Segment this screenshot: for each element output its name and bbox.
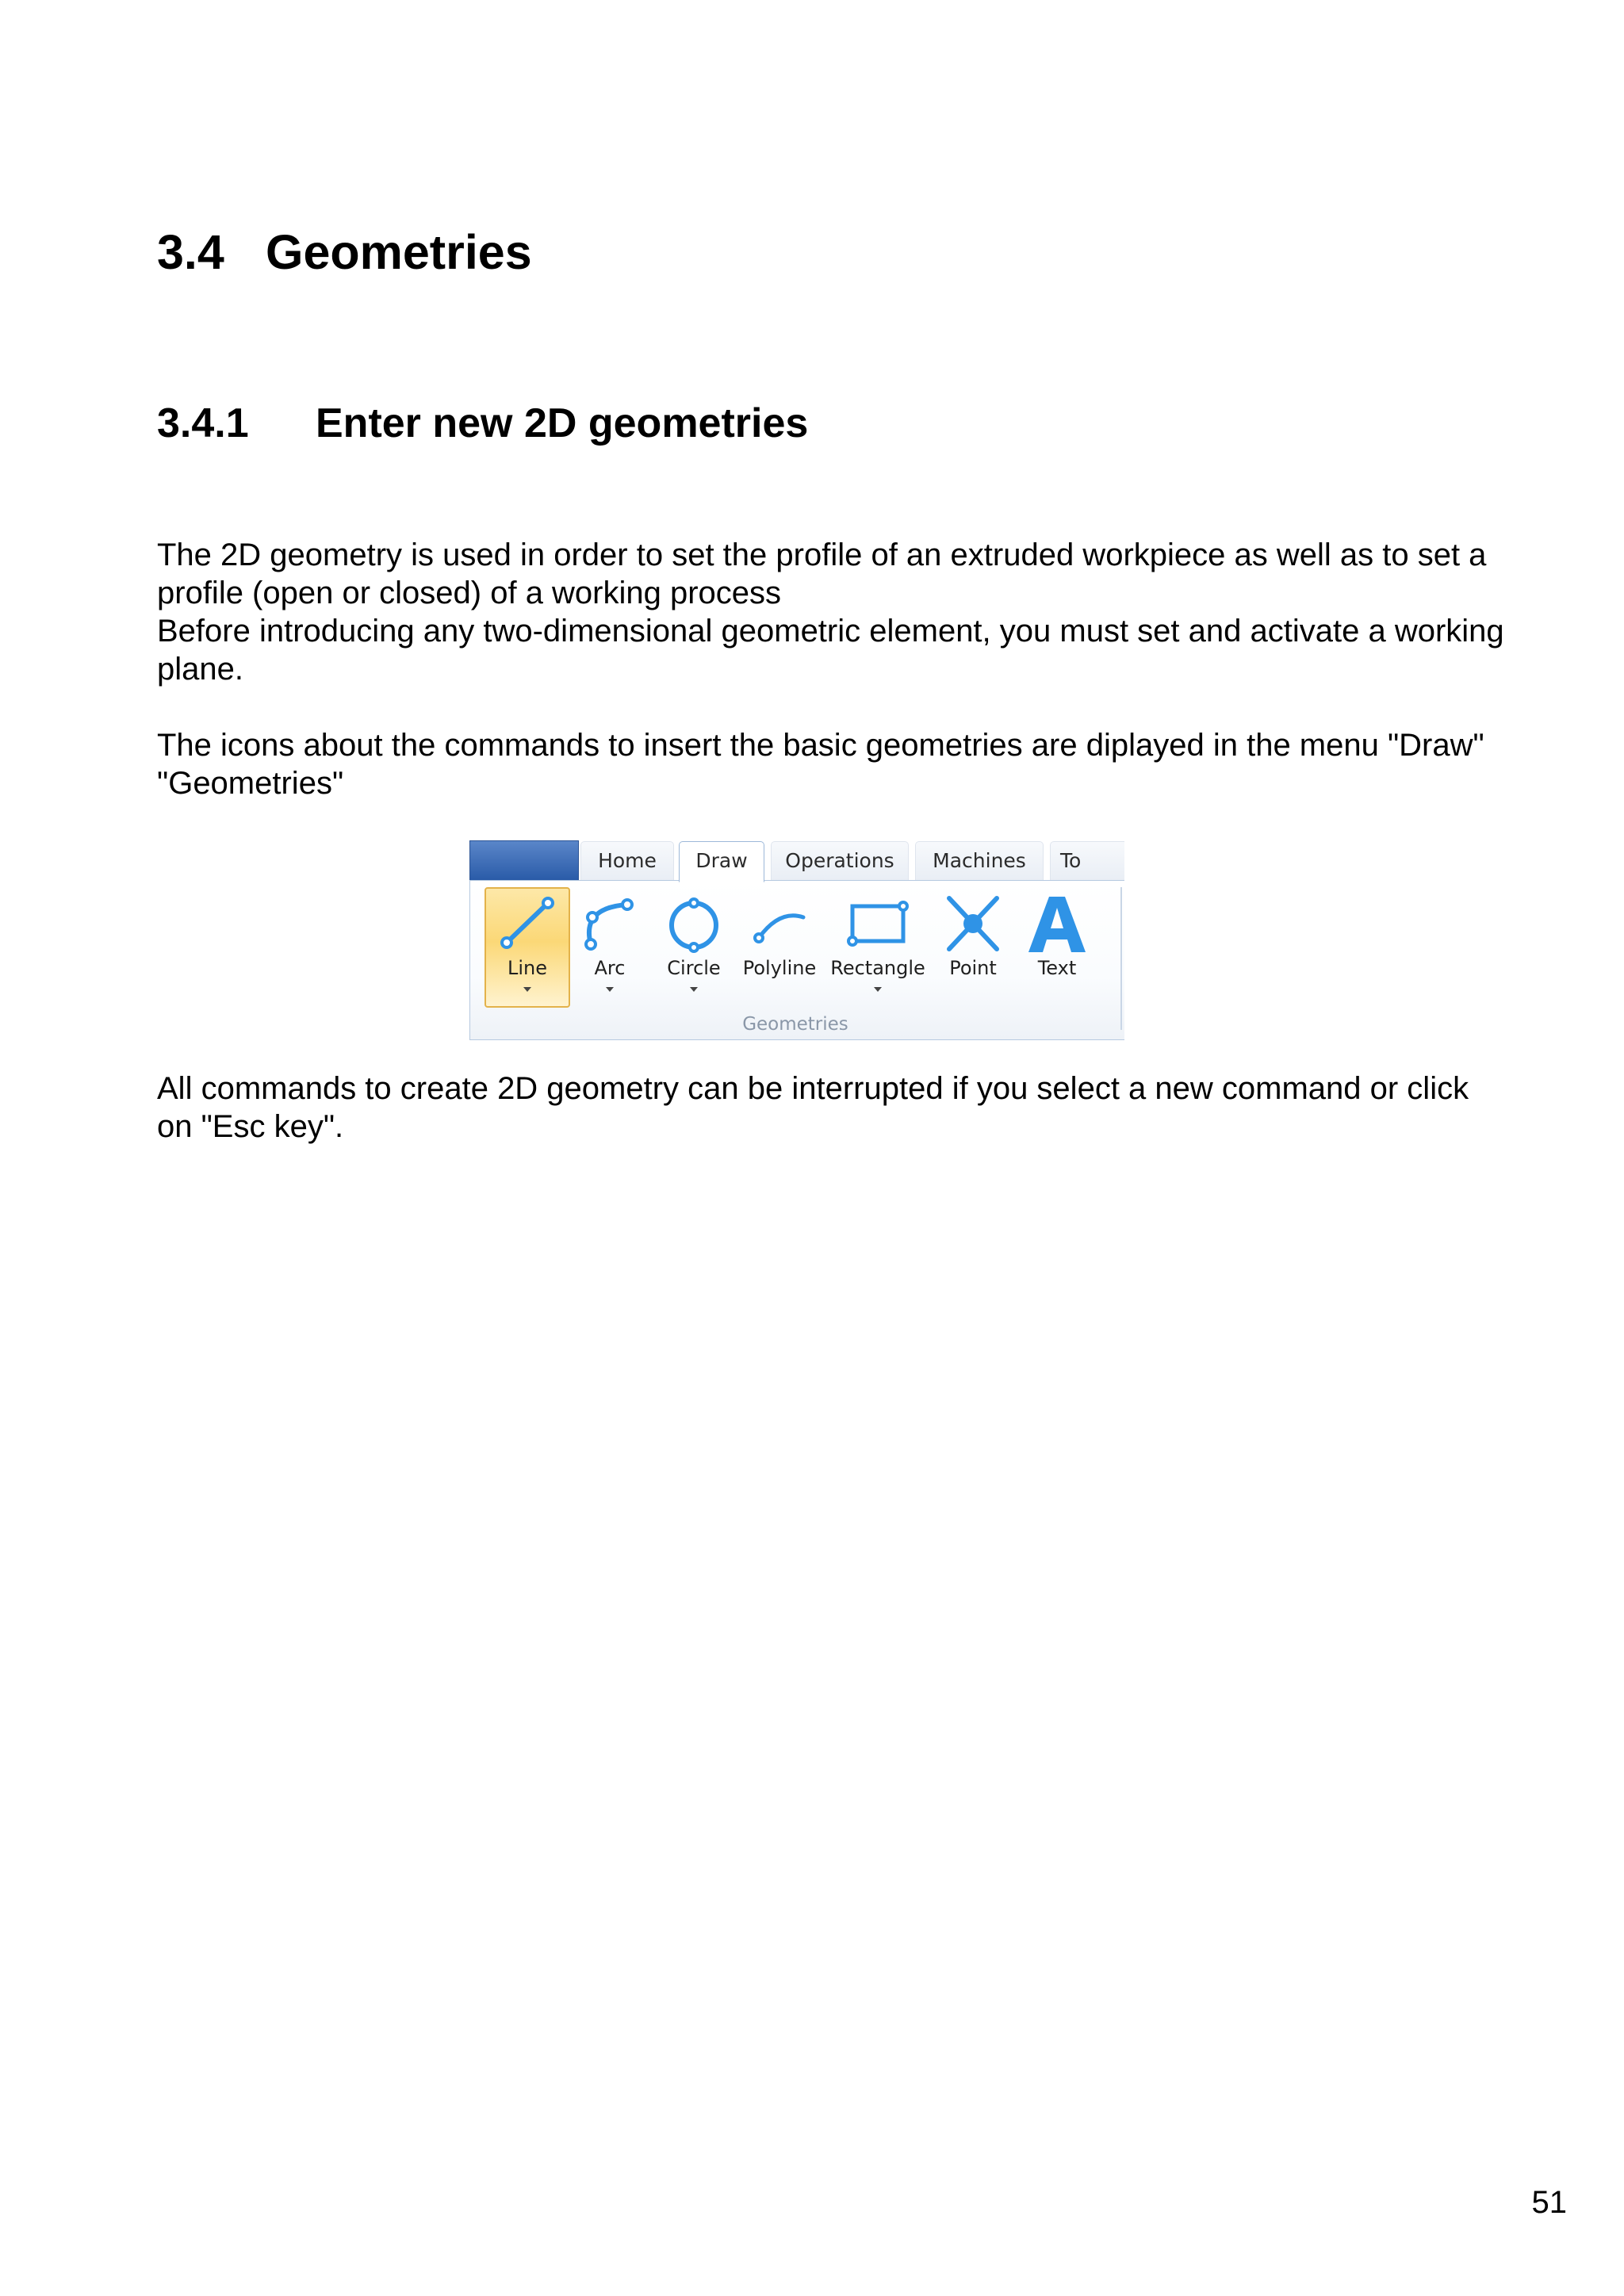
line-icon — [496, 894, 559, 954]
text-icon — [1025, 894, 1089, 954]
section-number: 3.4 — [157, 225, 224, 279]
point-label: Point — [949, 957, 997, 979]
tab-tools[interactable]: To — [1050, 841, 1124, 880]
point-icon — [941, 894, 1005, 954]
polyline-icon — [748, 894, 811, 954]
text-line: profile (open or closed) of a working process — [157, 576, 782, 610]
polyline-button[interactable] — [737, 889, 822, 1006]
text-line: "Geometries" — [157, 766, 344, 801]
application-menu-button[interactable] — [469, 840, 579, 881]
line-label: Line — [507, 957, 547, 979]
section-title: Geometries — [266, 225, 532, 279]
circle-label: Circle — [667, 957, 721, 979]
line-button[interactable] — [485, 887, 570, 1008]
text-label: Text — [1037, 957, 1077, 979]
panel-separator — [1120, 887, 1122, 1030]
tab-home[interactable]: Home — [580, 841, 674, 880]
rectangle-label: Rectangle — [830, 957, 925, 979]
text-line: The 2D geometry is used in order to set the profile of an extruded workpiece as well as to set a — [157, 538, 1487, 572]
text-line: Before introducing any two-dimensional geometric element, you must set and activate a working — [157, 614, 1504, 649]
arc-button[interactable] — [573, 889, 646, 1006]
circle-button[interactable] — [654, 889, 733, 1006]
circle-icon — [662, 894, 726, 954]
rectangle-button[interactable] — [827, 889, 929, 1006]
geometries-panel — [469, 880, 1124, 1040]
section-heading — [157, 224, 532, 280]
arc-icon — [578, 894, 642, 954]
tab-draw[interactable]: Draw — [679, 841, 764, 882]
page-number: 51 — [1531, 2185, 1567, 2220]
subsection-heading — [157, 400, 808, 447]
arc-label: Arc — [594, 957, 626, 979]
ribbon-tabs — [580, 841, 1124, 879]
chevron-down-icon[interactable] — [690, 987, 698, 992]
tab-operations[interactable]: Operations — [771, 841, 909, 880]
subsection-title: Enter new 2D geometries — [316, 400, 809, 446]
menu-paragraph — [157, 726, 1568, 802]
point-button[interactable] — [933, 889, 1013, 1006]
group-label-geometries: Geometries — [742, 1014, 848, 1035]
text-line: on "Esc key". — [157, 1109, 344, 1144]
subsection-number: 3.4.1 — [157, 400, 249, 446]
text-button[interactable] — [1017, 889, 1097, 1006]
chevron-down-icon[interactable] — [523, 987, 531, 992]
tab-machines[interactable]: Machines — [915, 841, 1044, 880]
rectangle-icon — [846, 894, 910, 954]
text-line: All commands to create 2D geometry can be interrupted if you select a new command or click — [157, 1071, 1469, 1106]
ribbon-screenshot — [468, 839, 1124, 1042]
chevron-down-icon[interactable] — [606, 987, 614, 992]
chevron-down-icon[interactable] — [874, 987, 882, 992]
interrupt-paragraph — [157, 1070, 1568, 1146]
polyline-label: Polyline — [742, 957, 817, 979]
intro-paragraph — [157, 536, 1568, 688]
text-line: plane. — [157, 652, 243, 687]
text-line: The icons about the commands to insert the basic geometries are diplayed in the menu "Draw" — [157, 728, 1484, 763]
